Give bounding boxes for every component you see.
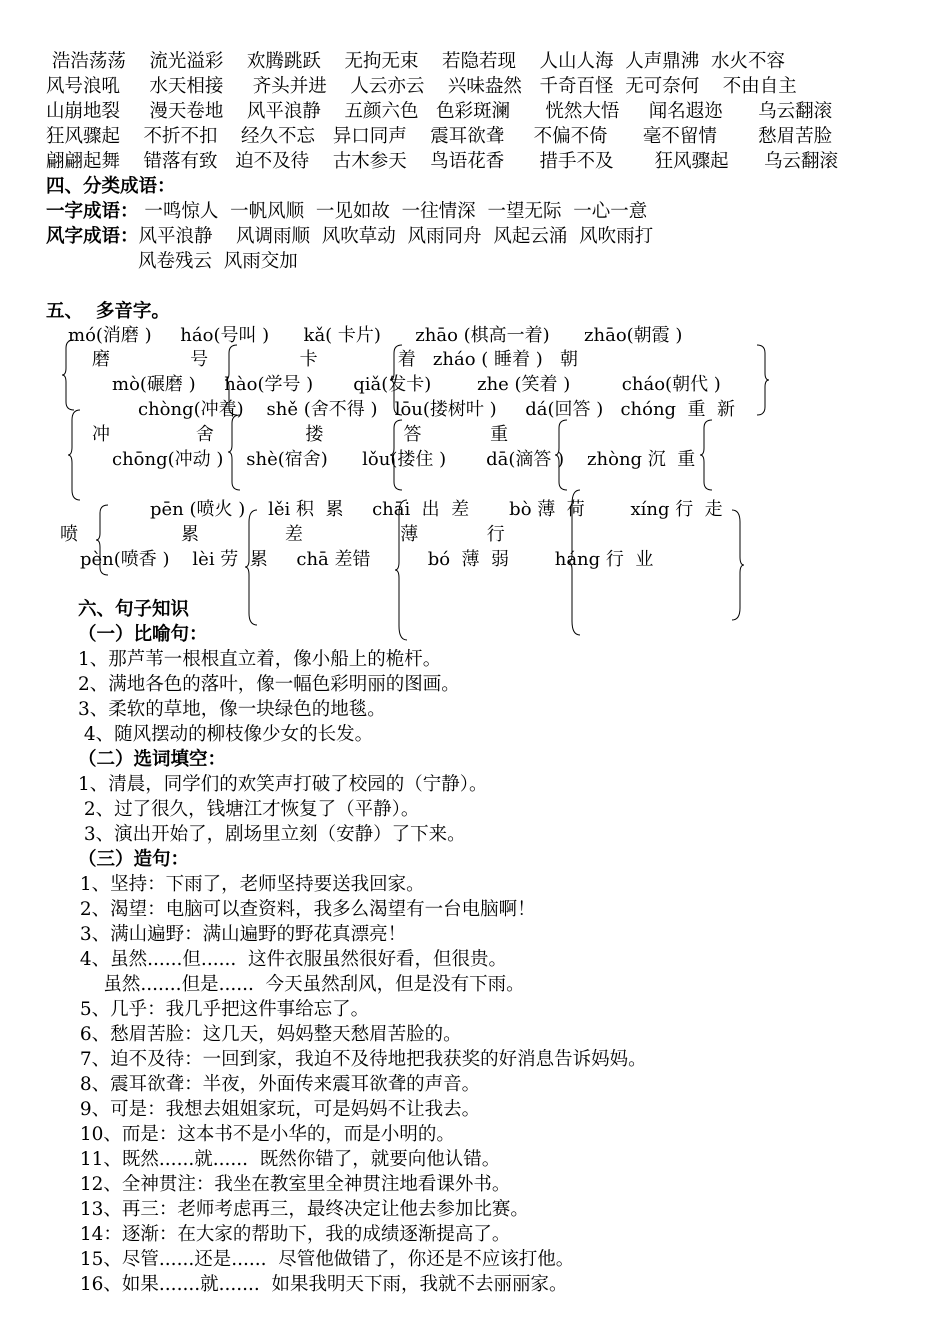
feng-idioms-label: 风字成语：	[46, 226, 139, 247]
idiom-line-3: 山崩地裂 漫天卷地 风平浪静 五颜六色 色彩斑澜 恍然大悟 闻名遐迩 乌云翻滚	[46, 101, 833, 122]
make-sentence-item: 虽然.......但是...... 今天虽然刮风，但是没有下雨。	[74, 974, 525, 995]
brace-mark	[755, 345, 769, 419]
yi-idioms-label: 一字成语：	[46, 201, 139, 222]
make-sentence-item: 4、虽然......但...... 这件衣服虽然很好看，但很贵。	[74, 949, 507, 970]
yi-idioms-row	[46, 200, 647, 224]
make-sentence-item: 12、全神贯注：我坐在教室里全神贯注地看课外书。	[74, 1174, 511, 1195]
make-sentence-item: 2、渴望：电脑可以查资料，我多么渴望有一台电脑啊！	[74, 899, 536, 920]
make-sentence-item: 10、而是：这本书不是小华的，而是小明的。	[74, 1124, 455, 1145]
fill-item: 3、演出开始了，剧场里立刻（安静）了下来。	[78, 824, 466, 845]
yi-idioms-items: 一鸣惊人 一帆风顺 一见如故 一往情深 一望无际 一心一意	[138, 201, 648, 222]
make-sentence-item: 9、可是：我想去姐姐家玩，可是妈妈不让我去。	[74, 1099, 481, 1120]
make-sentence-item: 5、几乎：我几乎把这件事给忘了。	[74, 999, 370, 1020]
make-sentence-item: 13、再三：老师考虑再三，最终决定让他去参加比赛。	[74, 1199, 529, 1220]
make-sentence-heading: （三）造句：	[78, 849, 190, 870]
brace-mark	[96, 505, 110, 579]
polyphone-line-3: mò(碾磨 ) hào(学号 ) qiǎ(发卡) zhe (笑着 ) cháo(朝代 )	[112, 374, 721, 395]
idiom-line-1: 浩浩荡荡 流光溢彩 欢腾跳跃 无拘无束 若隐若现 人山人海 人声鼎沸 水火不容	[46, 51, 786, 72]
polyphone-line-7: pēn (喷火 ) lěi 积 累 chāi 出 差 bò 薄 荷 xíng 行 走	[150, 499, 723, 520]
feng-idioms-items: 风平浪静 风调雨顺 风吹草动 风雨同舟 风起云涌 风吹雨打	[138, 226, 654, 247]
brace-mark	[395, 500, 409, 644]
brace-mark	[225, 345, 239, 419]
make-sentence-item: 11、既然......就...... 既然你错了，就要向他认错。	[74, 1149, 501, 1170]
simile-item: 2、满地各色的落叶，像一幅色彩明丽的图画。	[78, 674, 460, 695]
polyphone-line-4: chòng(冲着) shě (舍不得 ) lōu(搂树叶 ) dá(回答 ) chóng 重 新	[138, 399, 735, 420]
brace-mark	[390, 420, 404, 494]
simile-item: 4、随风摆动的柳枝像少女的长发。	[78, 724, 374, 745]
make-sentence-item: 3、满山遍野：满山遍野的野花真漂亮！	[74, 924, 407, 945]
polyphone-line-9: pèn(喷香 ) lèi 劳 累 chā 差错 bó 薄 弱 háng 行 业	[80, 549, 654, 570]
feng-idioms-row	[46, 225, 653, 249]
polyphone-line-5: 冲 舍 搂 答 重	[92, 424, 509, 445]
make-sentence-item: 8、震耳欲聋：半夜，外面传来震耳欲聋的声音。	[74, 1074, 481, 1095]
fill-heading: （二）选词填空：	[78, 749, 227, 770]
feng-idioms-items-2: 风卷残云 风雨交加	[138, 251, 298, 272]
make-sentence-item: 1、坚持：下雨了，老师坚持要送我回家。	[74, 874, 425, 895]
brace-mark	[568, 490, 582, 639]
fill-item: 1、清晨，同学们的欢笑声打破了校园的（宁静）。	[78, 774, 488, 795]
idiom-line-4: 狂风骤起 不折不扣 经久不忘 异口同声 震耳欲聋 不偏不倚 毫不留情 愁眉苦脸	[46, 126, 833, 147]
brace-mark	[555, 420, 569, 494]
idiom-line-2: 风号浪吼 水天相接 齐头并进 人云亦云 兴味盎然 千奇百怪 无可奈何 不由自主	[46, 76, 797, 97]
simile-item: 1、那芦苇一根根直立着，像小船上的桅杆。	[78, 649, 442, 670]
brace-mark	[390, 345, 404, 419]
make-sentence-item: 7、迫不及待：一回到家，我迫不及待地把我获奖的好消息告诉妈妈。	[74, 1049, 647, 1070]
fill-item: 2、过了很久，钱塘江才恢复了（平静）。	[78, 799, 420, 820]
brace-mark	[62, 340, 76, 414]
make-sentence-item: 6、愁眉苦脸：这几天，妈妈整天愁眉苦脸的。	[74, 1024, 462, 1045]
make-sentence-item: 16、如果.......就....... 如果我明天下雨，我就不去丽丽家。	[74, 1274, 568, 1295]
idiom-line-5: 翩翩起舞 错落有致 迫不及待 古木参天 鸟语花香 措手不及 狂风骤起 乌云翻滚	[46, 151, 838, 172]
section5-heading: 五、 多音字。	[46, 301, 170, 322]
make-sentence-item: 14：逐渐：在大家的帮助下，我的成绩逐渐提高了。	[74, 1224, 511, 1245]
polyphone-line-1: mó(消磨 ) háo(号叫 ) kǎ( 卡片) zhāo (棋高一着) zhāo(朝霞 )	[68, 325, 683, 346]
brace-mark	[228, 415, 242, 494]
make-sentence-item: 15、尽管......还是...... 尽管他做错了，你还是不应该打他。	[74, 1249, 575, 1270]
section4-heading: 四、分类成语：	[46, 176, 176, 197]
simile-heading: （一）比喻句：	[78, 624, 208, 645]
simile-item: 3、柔软的草地，像一块绿色的地毯。	[78, 699, 386, 720]
section6-heading: 六、句子知识	[78, 599, 190, 620]
brace-mark	[68, 410, 82, 504]
polyphone-line-8: 喷 累 差 薄 行	[60, 524, 505, 545]
brace-mark	[245, 510, 259, 629]
brace-mark	[700, 420, 714, 494]
polyphone-line-6: chōng(冲动 ) shè(宿舍) lǒu(搂住 ) dā(滴答 ) zhòng 沉 重	[112, 449, 696, 470]
polyphone-line-2: 磨 号 卡 着 zháo ( 睡着 ) 朝	[92, 349, 578, 370]
brace-mark	[730, 510, 744, 624]
